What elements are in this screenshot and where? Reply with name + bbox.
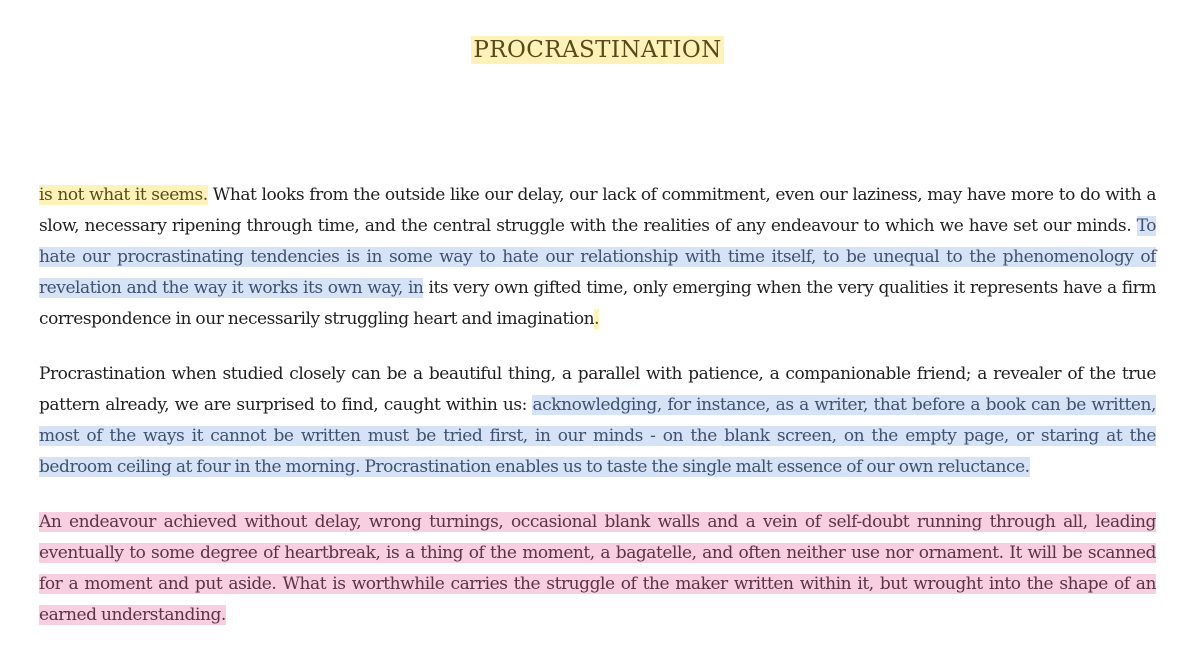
text-span: its very own gifted time, only emerging when the very qualities it represents have a firm correspondence in our necessarily struggling heart and imagination [39,278,1156,329]
highlight-span: . [594,309,600,329]
document-page [39,0,1156,655]
paragraph-1 [39,180,1156,335]
title-wrapper [39,0,1156,100]
page-title: PROCRASTINATION [473,37,722,63]
text-span: Procrastination when studied closely can be a beautiful thing, a parallel with patience, a companionable friend; a revealer of the true pattern already, we are surprised to find, caught within us: [39,364,1156,415]
highlight-span: An endeavour achieved without delay, wrong turnings, occasional blank walls and a vein of self-doubt running through all, leading eventually to some degree of heartbreak, is a thing of the moment, a bagatelle, and often neither use nor ornament. It will be scanned for a moment and put aside. What is worthwhile carries the struggle of the maker written within it, but wrought into the shape of an earned understanding. [39,512,1156,625]
highlight-span: acknowledging, for instance, as a writer, that before a book can be written, most of the ways it cannot be written must be tried first, in our minds - on the blank screen, on the empty page, or staring at the bedroom ceiling at four in the morning. Procrastination enables us to taste the single malt essence of our own reluctance. [39,395,1156,477]
text-span: What looks from the outside like our delay, our lack of commitment, even our laziness, may have more to do with a slow, necessary ripening through time, and the central struggle with the realities of any endeavour to which we have set our minds. [39,185,1157,236]
document-body [39,180,1156,631]
highlight-span: is not what it seems. [39,185,208,205]
paragraph-3 [39,507,1156,631]
highlight-span: To hate our procrastinating tendencies is in some way to hate our relationship with time itself, to be unequal to the phenomenology of revelation and the way it works its own way, in [39,216,1156,298]
paragraph-2 [39,359,1156,483]
